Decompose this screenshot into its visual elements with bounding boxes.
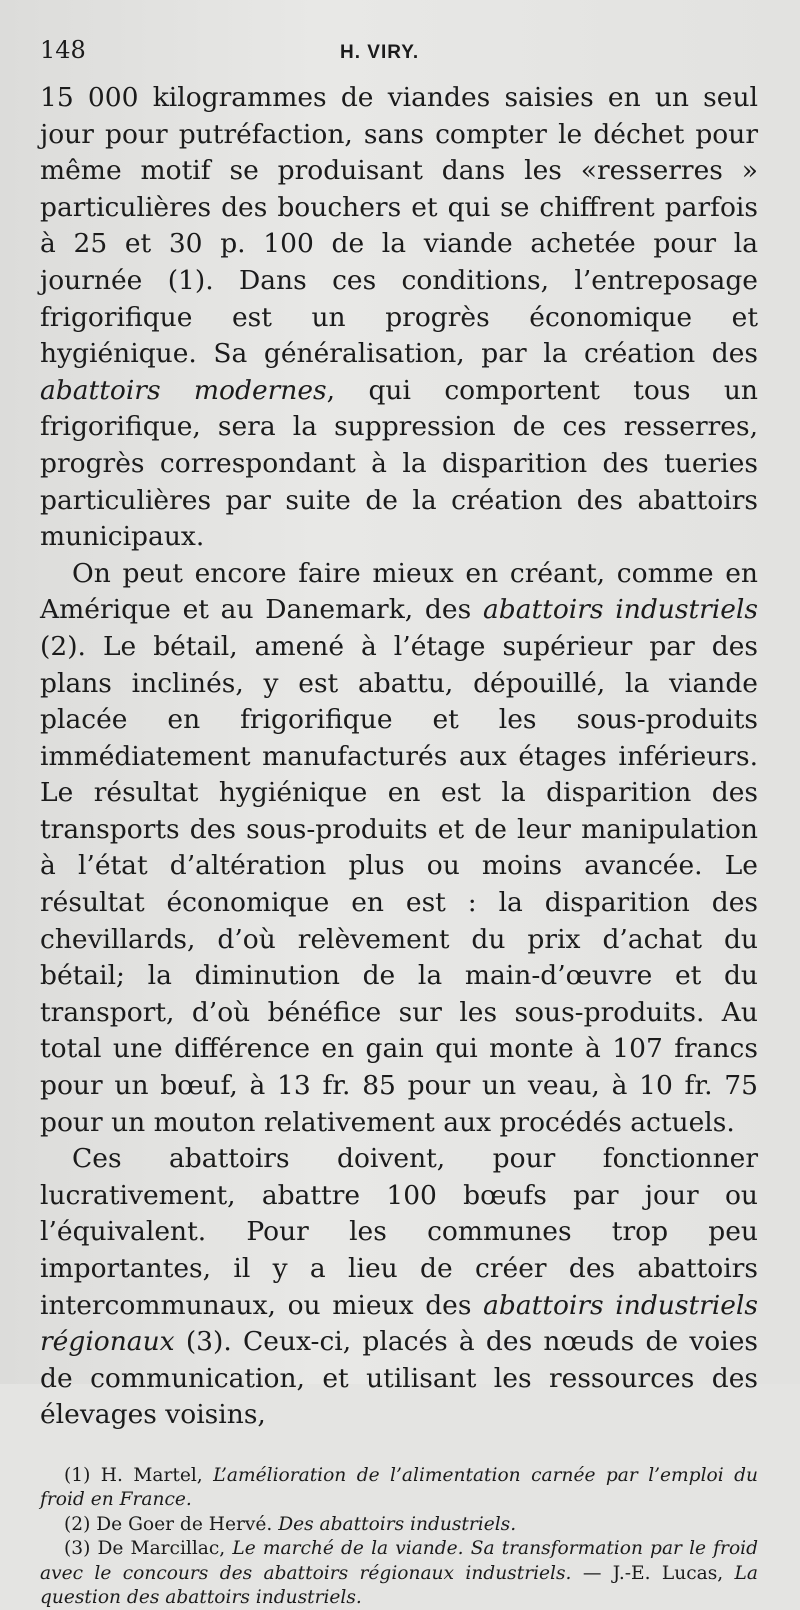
footnote-2-text: (2) De Goer de Hervé. (64, 1513, 279, 1535)
footnote-3 (40, 1537, 758, 1610)
paragraph-1-text-b: , qui comportent tous un frigorifique, sera la suppression de ces resserres, progrès correspondant à la disparition des tueries particulières par suite de la création des abattoirs municipaux. (40, 374, 758, 553)
footnote-1-text: (1) H. Martel, (64, 1464, 214, 1486)
page-header (40, 36, 758, 70)
paragraph-2-italic: abattoirs industriels (482, 594, 758, 626)
paragraph-2-text-b: (2). Le bétail, amené à l’étage supérieur par des plans inclinés, y est abattu, dépouillé, la viande placée en frigorifique et les sous-produits immédiatement manufacturés aux étages inférieurs. Le résultat hygiénique en est la disparition des transports des sous-produits et de leur manipulation à l’état d’altération plus ou moins avancée. Le résultat économique en est : la disparition des chevillards, d’où relèvement du prix d’achat du bétail; la diminution de la main-d’œuvre et du transport, d’où bénéfice sur les sous-produits. Au total une différence en gain qui monte à 107 francs pour un bœuf, à 13 fr. 85 pour un veau, à 10 fr. 75 pour un mouton relativement aux procédés actuels. (40, 630, 758, 1138)
page-number: 148 (40, 36, 86, 64)
paragraph-2 (40, 556, 758, 1142)
footnote-1 (40, 1464, 758, 1513)
paragraph-2-text-a: On peut encore faire mieux en créant, comme en Amérique et au Danemark, des (40, 557, 758, 626)
body-text (40, 80, 758, 1434)
footnote-3-text-a: (3) De Marcillac, (64, 1538, 233, 1560)
footnotes (40, 1464, 758, 1610)
footnote-3-text-b: — J.-E. Lucas, (571, 1562, 735, 1584)
paragraph-1 (40, 80, 758, 556)
paragraph-3-text-a: Ces abattoirs doivent, pour fonctionner lucrativement, abattre 100 bœufs par jour ou l’équivalent. Pour les communes trop peu importantes, il y a lieu de créer des abattoirs intercommunaux, ou mieux des (40, 1143, 758, 1321)
footnote-1-title: L’amélioration de l’alimentation carnée par l’emploi du froid en France. (40, 1464, 758, 1511)
paragraph-3 (40, 1141, 758, 1434)
footnote-2-title: Des abattoirs industriels. (278, 1513, 517, 1535)
paragraph-3-italic: abattoirs industriels régionaux (40, 1289, 758, 1358)
footnote-3-title-b: La question des abattoirs industriels. (40, 1562, 758, 1608)
paragraph-1-italic: abattoirs modernes (40, 374, 327, 406)
paragraph-3-text-b: (3). Ceux-ci, placés à des nœuds de voies de communication, et utilisant les ressources des élevages voisins, (40, 1326, 758, 1431)
paragraph-1-text-a: 15 000 kilogrammes de viandes saisies en un seul jour pour putréfaction, sans compter le déchet pour même motif se produisant dans les «resserres » particulières des bouchers et qui se chiffrent parfois à 25 et 30 p. 100 de la viande achetée pour la journée (1). Dans ces conditions, l’entreposage frigorifique est un progrès économique et hygiénique. Sa généralisation, par la création des (40, 82, 758, 370)
footnote-3-title-a: Le marché de la viande. Sa transformation par le froid avec le concours des abattoirs régionaux industriels. (40, 1538, 758, 1584)
running-title: H. VIRY. (340, 42, 420, 63)
footnote-2 (40, 1513, 758, 1537)
